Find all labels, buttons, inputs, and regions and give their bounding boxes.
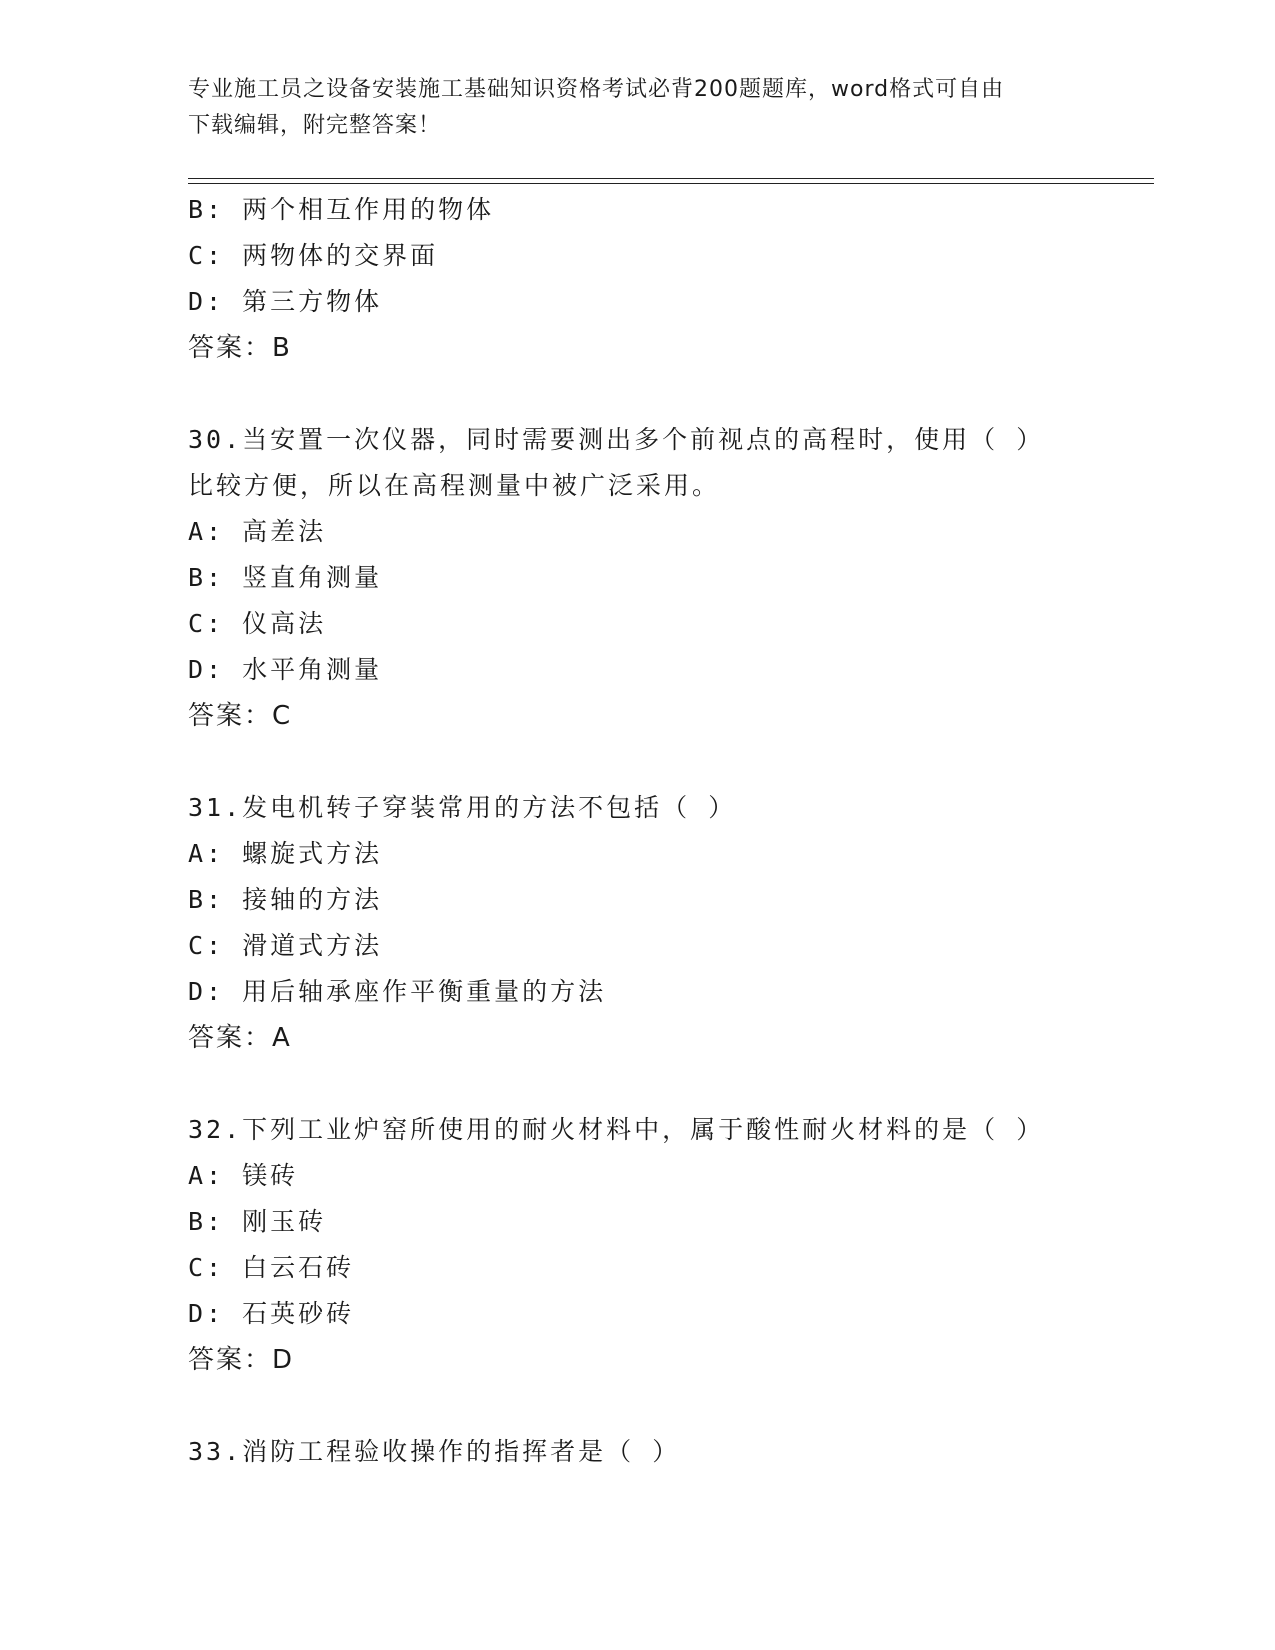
question-stem-continued: 比较方便，所以在高程测量中被广泛采用。 (188, 471, 721, 500)
option-a: A: 螺旋式方法 (188, 839, 383, 868)
option-c: C: 滑道式方法 (188, 931, 383, 960)
spacer (188, 1061, 1118, 1107)
option-a: A: 高差法 (188, 517, 327, 546)
spacer (188, 739, 1118, 785)
option-d: D: 水平角测量 (188, 655, 383, 684)
question-31 (188, 785, 1118, 1061)
option-d: D: 第三方物体 (188, 287, 383, 316)
option-b: B: 刚玉砖 (188, 1207, 327, 1236)
answer-line: 答案：A (188, 1023, 292, 1053)
header-title-line-1: 专业施工员之设备安装施工基础知识资格考试必背200题题库，word格式可自由 (188, 77, 1005, 102)
option-d: D: 石英砂砖 (188, 1299, 355, 1328)
question-stem: 30.当安置一次仪器，同时需要测出多个前视点的高程时，使用（ ） (188, 425, 1045, 454)
question-30 (188, 417, 1118, 739)
question-list (188, 187, 1118, 1475)
question-32 (188, 1107, 1118, 1383)
header-title-line-2: 下载编辑，附完整答案！ (188, 113, 442, 138)
option-c: C: 两物体的交界面 (188, 241, 439, 270)
question-stem: 33.消防工程验收操作的指挥者是（ ） (188, 1437, 681, 1466)
option-b: B: 两个相互作用的物体 (188, 195, 495, 224)
spacer (188, 371, 1118, 417)
option-b: B: 竖直角测量 (188, 563, 383, 592)
document-header (188, 72, 1088, 144)
question-29-partial (188, 187, 1118, 371)
option-d: D: 用后轴承座作平衡重量的方法 (188, 977, 607, 1006)
answer-line: 答案：C (188, 701, 293, 731)
answer-line: 答案：D (188, 1345, 295, 1375)
question-33 (188, 1429, 1118, 1475)
option-c: C: 白云石砖 (188, 1253, 355, 1282)
header-divider-top (188, 178, 1154, 179)
option-c: C: 仪高法 (188, 609, 327, 638)
spacer (188, 1383, 1118, 1429)
header-divider-bottom (188, 183, 1154, 184)
question-stem: 32.下列工业炉窑所使用的耐火材料中，属于酸性耐火材料的是（ ） (188, 1115, 1045, 1144)
option-a: A: 镁砖 (188, 1161, 299, 1190)
question-stem: 31.发电机转子穿装常用的方法不包括（ ） (188, 793, 737, 822)
answer-line: 答案：B (188, 333, 292, 363)
option-b: B: 接轴的方法 (188, 885, 383, 914)
